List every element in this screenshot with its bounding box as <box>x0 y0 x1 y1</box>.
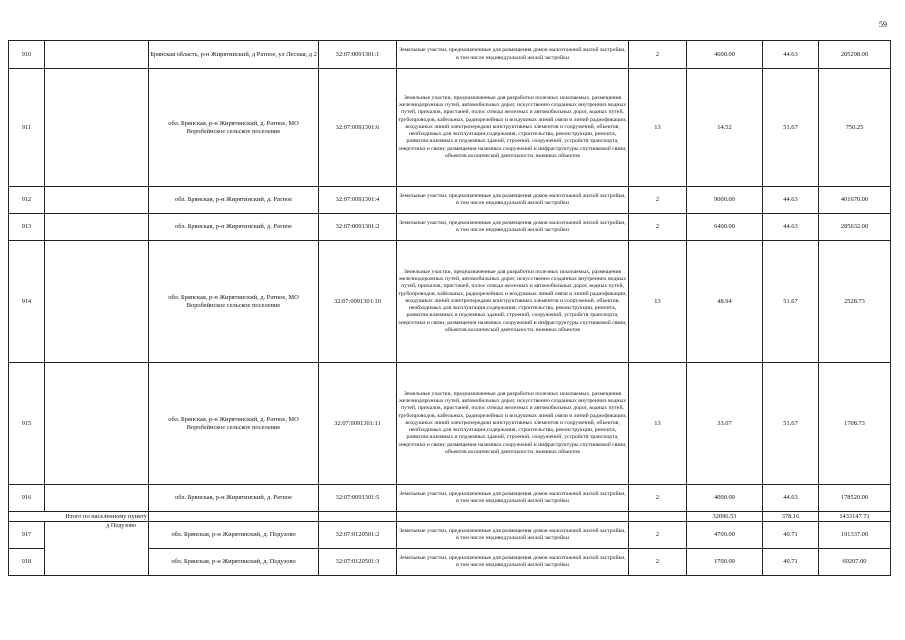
land-use-cell: Земельные участки, предназначенные для размещения домов малоэтажной жилой застройки, в том числе индивидуальной жилой застройки <box>397 214 629 241</box>
table-row <box>9 41 891 69</box>
locality-cell <box>45 363 149 485</box>
address-cell: обл. Брянская, р-н Жирятинский, д. Ратное <box>149 187 319 214</box>
subtotal-cost: 1433147.71 <box>819 512 891 522</box>
land-use-cell: Земельные участки, предназначенные для размещения домов малоэтажной жилой застройки, в том числе индивидуальной жилой застройки <box>397 187 629 214</box>
cost-cell: 205298.00 <box>819 41 891 69</box>
cadastral-table <box>8 40 891 576</box>
table-row <box>9 522 891 549</box>
cost-cell: 69207.00 <box>819 549 891 576</box>
group-cell: 2 <box>629 214 687 241</box>
table-row <box>9 69 891 187</box>
cadastral-number-cell: 32:07:0091301:11 <box>319 363 397 485</box>
cost-cell: 1708.73 <box>819 363 891 485</box>
cadastral-number-cell: 32:07:0091301:6 <box>319 69 397 187</box>
group-cell: 13 <box>629 69 687 187</box>
group-cell: 2 <box>629 522 687 549</box>
locality-cell <box>45 241 149 363</box>
cadastral-number-cell: 32:07:0120501:2 <box>319 522 397 549</box>
row-number: 917 <box>9 522 45 549</box>
address-cell: обл. Брянская, р-н Жирятинский, д. Ратное <box>149 214 319 241</box>
area-cell: 48.94 <box>687 241 763 363</box>
address-cell: обл. Брянская, р-н Жирятинский, д. Ратное, МО Воробейнское сельское поселение <box>149 363 319 485</box>
table-row <box>9 187 891 214</box>
cadastral-number-cell: 32:07:0091301:2 <box>319 214 397 241</box>
land-use-cell: Земельные участки, предназначенные для размещения домов малоэтажной жилой застройки, в том числе индивидуальной жилой застройки <box>397 485 629 512</box>
row-number: 916 <box>9 485 45 512</box>
locality-cell <box>45 41 149 69</box>
locality-cell <box>45 485 149 512</box>
upks-cell: 44.63 <box>763 214 819 241</box>
land-use-cell: Земельные участки, предназначенные для размещения домов малоэтажной жилой застройки, в том числе индивидуальной жилой застройки <box>397 41 629 69</box>
cost-cell: 191337.00 <box>819 522 891 549</box>
address-cell: обл. Брянская, р-н Жирятинский, д. Подузово <box>149 522 319 549</box>
upks-cell: 44.63 <box>763 485 819 512</box>
table-row <box>9 214 891 241</box>
area-cell: 14.52 <box>687 69 763 187</box>
upks-cell: 51.67 <box>763 363 819 485</box>
locality-cell <box>45 69 149 187</box>
row-number: 918 <box>9 549 45 576</box>
cost-cell: 2528.73 <box>819 241 891 363</box>
subtotal-label: Итого по населенному пункту <box>9 512 149 522</box>
upks-cell: 44.63 <box>763 187 819 214</box>
cadastral-number-cell: 32:07:0120501:3 <box>319 549 397 576</box>
table-row <box>9 485 891 512</box>
area-cell: 9000.00 <box>687 187 763 214</box>
cost-cell: 750.25 <box>819 69 891 187</box>
address-cell: обл. Брянская, р-н Жирятинский, д. Ратное, МО Воробейнское сельское поселение <box>149 69 319 187</box>
upks-cell: 44.63 <box>763 41 819 69</box>
cost-cell: 178520.00 <box>819 485 891 512</box>
address-cell: обл. Брянская, р-н Жирятинский, д. Подузово <box>149 549 319 576</box>
row-number: 911 <box>9 69 45 187</box>
cost-cell: 401670.00 <box>819 187 891 214</box>
land-use-cell: Земельные участки, предназначенные для размещения домов малоэтажной жилой застройки, в том числе индивидуальной жилой застройки <box>397 549 629 576</box>
group-cell: 13 <box>629 363 687 485</box>
cost-cell: 285632.00 <box>819 214 891 241</box>
area-cell: 4700.00 <box>687 522 763 549</box>
subtotal-row <box>9 512 891 522</box>
page-number: 59 <box>879 20 887 29</box>
row-number: 913 <box>9 214 45 241</box>
row-number: 914 <box>9 241 45 363</box>
row-number: 910 <box>9 41 45 69</box>
cadastral-number-cell: 32:07:0091301:1 <box>319 41 397 69</box>
upks-cell: 51.67 <box>763 241 819 363</box>
group-cell: 2 <box>629 187 687 214</box>
upks-cell: 40.71 <box>763 522 819 549</box>
cadastral-number-cell: 32:07:0091301:10 <box>319 241 397 363</box>
address-cell: обл. Брянская, р-н Жирятинский, д. Ратное <box>149 485 319 512</box>
subtotal-area: 32096.53 <box>687 512 763 522</box>
locality-cell: д Подузово <box>45 522 149 576</box>
cadastral-number-cell: 32:07:0091301:4 <box>319 187 397 214</box>
table-row <box>9 363 891 485</box>
land-use-cell: Земельные участки, предназначенные для размещения домов малоэтажной жилой застройки, в том числе индивидуальной жилой застройки <box>397 522 629 549</box>
land-use-cell: Земельные участки, предназначенные для разработки полезных ископаемых, размещения железнодорожных путей, автомобильных дорог, искусственно созданных внутренних водных путей, причалов, пристаней, полос отвода железных и автомобильных дорог, водных путей, трубопроводов, кабельных, радиорелейных и воздушных линий связи и линий радиофикации, воздушных линий электропередачи конструктивных элементов и сооружений, объектов, необходимых для эксплуатации,содержания, строительства, реконструкции, ремонта, развития наземных и подземных зданий, строений, сооружений, устройств транспорта, энергетики и связи; размещения наземных сооружений и инфраструктуры спутниковой связи, объектов космической деятельности, военных объектов <box>397 241 629 363</box>
group-cell: 2 <box>629 485 687 512</box>
locality-cell <box>45 187 149 214</box>
cadastral-number-cell: 32:07:0091301:5 <box>319 485 397 512</box>
land-use-cell: Земельные участки, предназначенные для разработки полезных ископаемых, размещения железнодорожных путей, автомобильных дорог, искусственно созданных внутренних водных путей, причалов, пристаней, полос отвода железных и автомобильных дорог, водных путей, трубопроводов, кабельных, радиорелейных и воздушных линий связи и линий радиофикации, воздушных линий электропередачи конструктивных элементов и сооружений, объектов, необходимых для эксплуатации,содержания, строительства, реконструкции, ремонта, развития наземных и подземных зданий, строений, сооружений, устройств транспорта, энергетики и связи; размещения наземных сооружений и инфраструктуры спутниковой связи, объектов космической деятельности, военных объектов <box>397 363 629 485</box>
area-cell: 33.07 <box>687 363 763 485</box>
table-row <box>9 241 891 363</box>
address-cell: обл. Брянская, р-н Жирятинский, д. Ратное, МО Воробейнское сельское поселение <box>149 241 319 363</box>
row-number: 912 <box>9 187 45 214</box>
area-cell: 1700.00 <box>687 549 763 576</box>
area-cell: 4600.00 <box>687 41 763 69</box>
subtotal-upks: 378.16 <box>763 512 819 522</box>
land-use-cell: Земельные участки, предназначенные для разработки полезных ископаемых, размещения железнодорожных путей, автомобильных дорог, искусственно созданных внутренних водных путей, причалов, пристаней, полос отвода железных и автомобильных дорог, водных путей, трубопроводов, кабельных, радиорелейных и воздушных линий связи и линий радиофикации, воздушных линий электропередачи конструктивных элементов и сооружений, объектов, необходимых для эксплуатации,содержания, строительства, реконструкции, ремонта, развития наземных и подземных зданий, строений, сооружений, устройств транспорта, энергетики и связи; размещения наземных сооружений и инфраструктуры спутниковой связи, объектов космической деятельности, военных объектов <box>397 69 629 187</box>
group-cell: 2 <box>629 41 687 69</box>
locality-cell <box>45 214 149 241</box>
group-cell: 13 <box>629 241 687 363</box>
area-cell: 6400.00 <box>687 214 763 241</box>
upks-cell: 40.71 <box>763 549 819 576</box>
area-cell: 4000.00 <box>687 485 763 512</box>
group-cell: 2 <box>629 549 687 576</box>
row-number: 915 <box>9 363 45 485</box>
upks-cell: 51.67 <box>763 69 819 187</box>
address-cell: Брянская область, р-н Жирятинский, д Ратное, ул Лесная, д 2 <box>149 41 319 69</box>
